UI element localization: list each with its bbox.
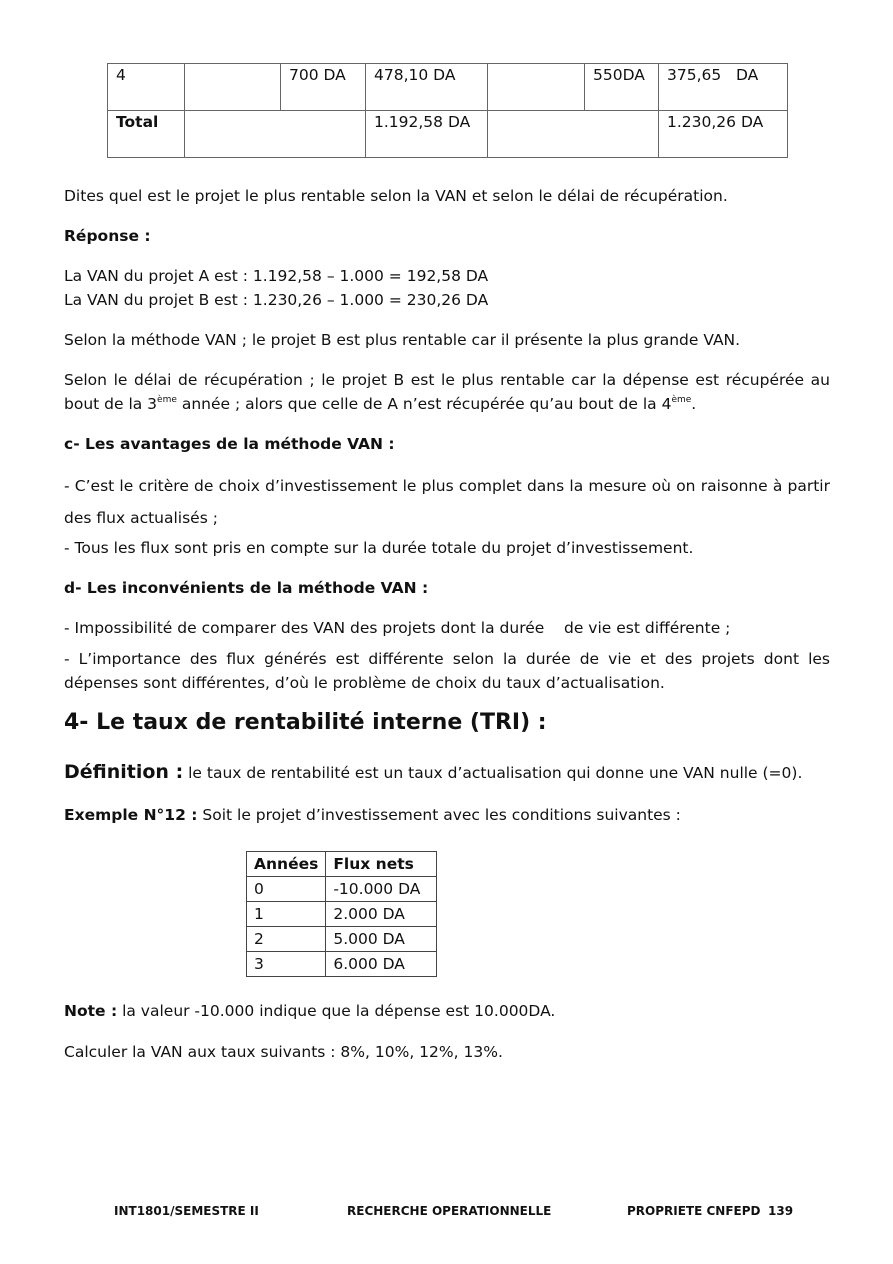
table-cell: 2: [247, 927, 326, 952]
table-row: [247, 927, 437, 952]
table-cell: [185, 111, 366, 158]
calculer-text: Calculer la VAN aux taux suivants : 8%, 10%, 12%, 13%.: [64, 1043, 503, 1061]
table-row: [247, 902, 437, 927]
table-row: [247, 952, 437, 977]
table-cell: 3: [247, 952, 326, 977]
table-header-row: [247, 852, 437, 877]
results-table: [107, 63, 788, 158]
footer-course-code: INT1801/SEMESTRE II: [114, 1204, 259, 1218]
table-cell: 700 DA: [281, 64, 366, 111]
section-heading: 4- Le taux de rentabilité interne (TRI) :: [64, 710, 547, 735]
inconvenients-title: d- Les inconvénients de la méthode VAN :: [64, 579, 429, 597]
exemple-text: Exemple N°12 : Soit le projet d’investissement avec les conditions suivantes :: [64, 806, 681, 824]
avantages-title: c- Les avantages de la méthode VAN :: [64, 435, 395, 453]
table-row: [108, 64, 788, 111]
table-cell: 1.230,26 DA: [659, 111, 788, 158]
table-cell: [488, 111, 659, 158]
table-cell: -10.000 DA: [326, 877, 437, 902]
inconvenients-item-1: - Impossibilité de comparer des VAN des projets dont la durée de vie est différente ;: [64, 619, 731, 637]
table-cell: 2.000 DA: [326, 902, 437, 927]
table-cell: [488, 64, 585, 111]
table-cell: 5.000 DA: [326, 927, 437, 952]
delai-text: Selon le délai de récupération ; le projet B est le plus rentable car la dépense est récupérée au bout de la 3ème année ; alors que celle de A n’est récupérée qu’au bout de la 4ème.: [64, 371, 830, 413]
table-row: [108, 111, 788, 158]
van-a-text: La VAN du projet A est : 1.192,58 – 1.000 = 192,58 DA: [64, 267, 489, 285]
table-cell: 6.000 DA: [326, 952, 437, 977]
avantages-item-1: - C’est le critère de choix d’investissement le plus complet dans la mesure où on raisonne à partir des flux actualisés ;: [64, 477, 830, 527]
note-text: Note : la valeur -10.000 indique que la dépense est 10.000DA.: [64, 1002, 556, 1020]
flux-table: [246, 851, 437, 977]
table-cell: 478,10 DA: [366, 64, 488, 111]
table-cell: 0: [247, 877, 326, 902]
inconvenients-item-2: - L’importance des flux générés est différente selon la durée de vie et des projets dont les dépenses sont différentes, d’où le problème de choix du taux d’actualisation.: [64, 650, 830, 692]
reponse-label: Réponse :: [64, 227, 151, 245]
table-cell: 1: [247, 902, 326, 927]
methode-van-text: Selon la méthode VAN ; le projet B est plus rentable car il présente la plus grande VAN.: [64, 331, 741, 349]
van-b-text: La VAN du projet B est : 1.230,26 – 1.000 = 230,26 DA: [64, 291, 489, 309]
footer-course-title: RECHERCHE OPERATIONNELLE: [347, 1204, 552, 1218]
page-number: 139: [768, 1204, 794, 1218]
table-cell: 550DA: [585, 64, 659, 111]
table-cell: Total: [108, 111, 185, 158]
definition-text: Définition : le taux de rentabilité est un taux d’actualisation qui donne une VAN nulle (=0).: [64, 761, 803, 783]
avantages-item-2: - Tous les flux sont pris en compte sur la durée totale du projet d’investissement.: [64, 539, 694, 557]
column-header: Années: [247, 852, 326, 877]
table-cell: [185, 64, 281, 111]
footer-owner: PROPRIETE CNFEPD: [627, 1204, 761, 1218]
table-cell: 1.192,58 DA: [366, 111, 488, 158]
table-row: [247, 877, 437, 902]
table-cell: 4: [108, 64, 185, 111]
column-header: Flux nets: [326, 852, 437, 877]
question-text: Dites quel est le projet le plus rentable selon la VAN et selon le délai de récupération.: [64, 187, 728, 205]
table-cell: 375,65 DA: [659, 64, 788, 111]
